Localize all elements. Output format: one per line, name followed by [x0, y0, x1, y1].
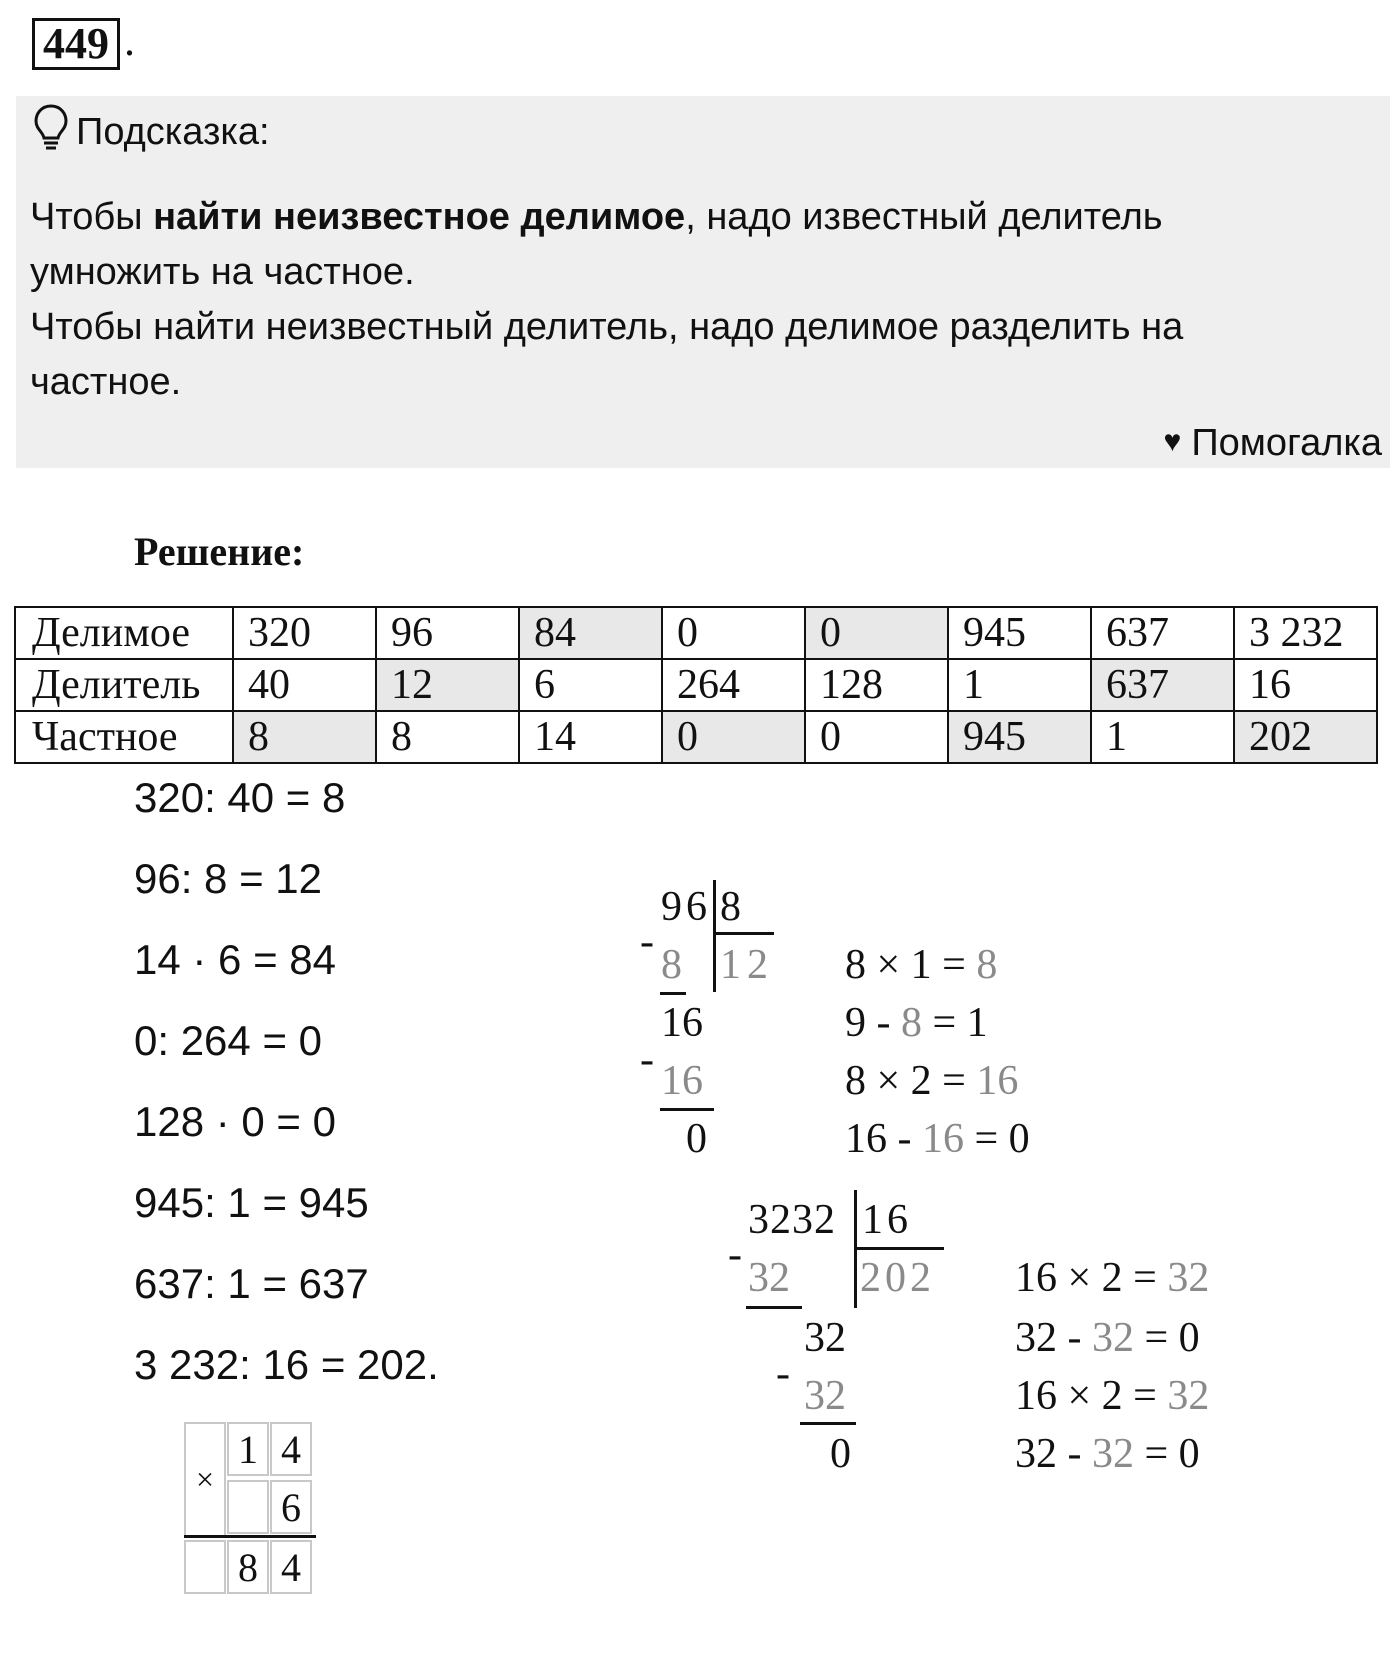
- table-cell-highlight: 0: [805, 607, 948, 659]
- table-cell: 0: [662, 607, 805, 659]
- explain-part: 8 × 2 =: [845, 1058, 977, 1104]
- table-cell: 1: [948, 659, 1091, 711]
- values-table: [14, 606, 1378, 764]
- table-cell: 3 232: [1234, 607, 1377, 659]
- explain-part: 16 × 2 =: [1015, 1255, 1168, 1301]
- explain-line: [845, 1117, 1030, 1161]
- hint-line-2: умножить на частное.: [30, 251, 415, 293]
- explain-part: = 0: [1134, 1431, 1200, 1477]
- minus-sign: -: [776, 1351, 790, 1397]
- subtraction-line: [660, 1108, 714, 1111]
- explain-part: 8 × 1 =: [845, 942, 977, 988]
- explain-part-gray: 32: [1167, 1373, 1210, 1419]
- subtraction-line: [746, 1306, 802, 1309]
- equation-line: 96: 8 = 12: [134, 855, 322, 902]
- table-cell: 14: [519, 711, 662, 763]
- minus-sign: -: [640, 1037, 654, 1083]
- explain-part-gray: 32: [1092, 1431, 1134, 1477]
- credit-label: Помогалка: [1191, 422, 1382, 464]
- table-cell-highlight: 0: [662, 711, 805, 763]
- explain-part-gray: 32: [1167, 1255, 1210, 1301]
- hint-line-1-post: , надо известный делитель: [685, 196, 1163, 238]
- table-row: [15, 607, 1377, 659]
- table-cell: 16: [1234, 659, 1377, 711]
- explain-part: = 0: [1134, 1315, 1200, 1361]
- explain-line: [1015, 1374, 1209, 1418]
- grid-digit: 4: [270, 1422, 312, 1476]
- table-row: [15, 659, 1377, 711]
- subtraction-line: [660, 992, 686, 995]
- solution-heading: Решение:: [134, 529, 305, 574]
- explain-line: [845, 1001, 988, 1045]
- grid-digit: 6: [270, 1480, 312, 1534]
- table-cell: 40: [233, 659, 376, 711]
- divisor-underline: [856, 1247, 944, 1250]
- explain-part-gray: 8: [976, 942, 998, 988]
- lightbulb-icon: [34, 104, 68, 157]
- explain-part: 32 -: [1015, 1315, 1092, 1361]
- explain-part: = 1: [922, 1000, 988, 1046]
- table-cell-highlight: 8: [233, 711, 376, 763]
- heart-icon: ♥: [1163, 425, 1182, 458]
- hint-title: Подсказка:: [76, 111, 270, 153]
- equation-line: 945: 1 = 945: [134, 1179, 369, 1226]
- problem-number: 449: [32, 18, 120, 70]
- minus-sign: -: [728, 1232, 742, 1278]
- table-cell: 637: [1091, 607, 1234, 659]
- explain-part-gray: 16: [922, 1116, 964, 1162]
- grid-empty-cell: [184, 1540, 226, 1594]
- explain-part: 16 × 2 =: [1015, 1373, 1168, 1419]
- subtrahend: 8: [661, 942, 682, 988]
- hint-line-3: Чтобы найти неизвестный делитель, надо делимое разделить на: [30, 306, 1184, 348]
- final-remainder: 0: [830, 1431, 851, 1477]
- explain-line: [845, 1059, 1018, 1103]
- table-cell: 6: [519, 659, 662, 711]
- explain-part: = 0: [964, 1116, 1030, 1162]
- table-cell-highlight: 84: [519, 607, 662, 659]
- result-line: [184, 1535, 316, 1538]
- table-cell: 945: [948, 607, 1091, 659]
- hint-line-1-bold: найти неизвестное делимое: [153, 196, 686, 238]
- explain-line: [1015, 1316, 1200, 1360]
- remainder: 32: [804, 1315, 846, 1361]
- table-cell-highlight: 945: [948, 711, 1091, 763]
- explain-part-gray: 8: [901, 1000, 922, 1046]
- dividend: 3232: [748, 1197, 836, 1243]
- equation-line: 14 · 6 = 84: [134, 936, 336, 983]
- subtrahend: 16: [661, 1058, 703, 1104]
- grid-digit: 4: [270, 1540, 312, 1594]
- remainder: 16: [661, 1000, 703, 1046]
- multiply-sign: ×: [184, 1422, 226, 1538]
- quotient: 12: [720, 942, 774, 988]
- row-label: Делитель: [15, 659, 233, 711]
- divisor-underline: [716, 932, 774, 935]
- minus-sign: -: [640, 919, 654, 965]
- division-bar-vertical: [713, 880, 716, 992]
- explain-part-gray: 32: [1092, 1315, 1134, 1361]
- explain-part: 9 -: [845, 1000, 901, 1046]
- credit: [1164, 418, 1382, 467]
- equation-line: 0: 264 = 0: [134, 1017, 322, 1064]
- equation-line: 3 232: 16 = 202.: [134, 1341, 439, 1388]
- table-cell: 1: [1091, 711, 1234, 763]
- table-row: [15, 711, 1377, 763]
- divisor: 8: [720, 884, 741, 930]
- quotient: 202: [860, 1255, 935, 1301]
- explain-line: [1015, 1256, 1209, 1300]
- table-cell: 8: [376, 711, 519, 763]
- explain-part: 16 -: [845, 1116, 922, 1162]
- table-cell: 96: [376, 607, 519, 659]
- equation-line: 128 · 0 = 0: [134, 1098, 336, 1145]
- problem-number-suffix: .: [124, 16, 135, 65]
- table-cell: 128: [805, 659, 948, 711]
- table-cell: 0: [805, 711, 948, 763]
- row-label: Частное: [15, 711, 233, 763]
- final-remainder: 0: [686, 1116, 707, 1162]
- hint-line-1: [30, 193, 1163, 241]
- hint-line-4: частное.: [30, 361, 182, 403]
- divisor: 16: [862, 1197, 912, 1243]
- explain-line: [845, 943, 997, 987]
- grid-digit: [227, 1480, 269, 1534]
- row-label: Делимое: [15, 607, 233, 659]
- hint-line-1-pre: Чтобы: [30, 196, 154, 238]
- subtraction-line: [800, 1422, 856, 1425]
- subtrahend: 32: [804, 1373, 846, 1419]
- grid-digit: 8: [227, 1540, 269, 1594]
- table-cell: 320: [233, 607, 376, 659]
- table-cell-highlight: 12: [376, 659, 519, 711]
- explain-part-gray: 16: [976, 1058, 1019, 1104]
- subtrahend: 32: [748, 1255, 790, 1301]
- dividend: 96: [661, 884, 711, 930]
- grid-digit: 1: [227, 1422, 269, 1476]
- explain-line: [1015, 1432, 1200, 1476]
- equation-line: 637: 1 = 637: [134, 1260, 369, 1307]
- equation-line: 320: 40 = 8: [134, 774, 346, 821]
- table-cell: 264: [662, 659, 805, 711]
- table-cell-highlight: 637: [1091, 659, 1234, 711]
- table-cell-highlight: 202: [1234, 711, 1377, 763]
- explain-part: 32 -: [1015, 1431, 1092, 1477]
